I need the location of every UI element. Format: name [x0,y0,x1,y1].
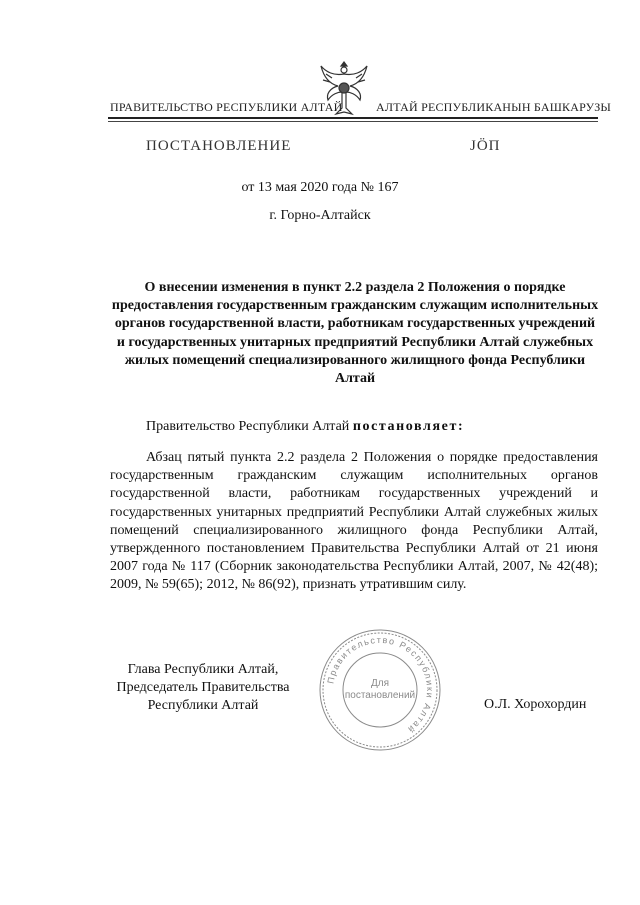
header-org-altai: АЛТАЙ РЕСПУБЛИКАНЫН БАШКАРУЗЫ [376,100,612,114]
stamp-center-text: постановлений [344,690,416,701]
signatory-position-line: Республики Алтай [147,698,259,714]
header-divider [108,117,598,119]
stamp-ring-text: Правительство Республики Алтай [325,634,436,736]
decree-prefix: Правительство Республики Алтай [146,419,350,434]
signatory-position-line: Глава Республики Алтай, [127,662,279,677]
stamp-center-text: Для [370,678,390,689]
document-city: г. Горно-Алтайск [269,208,371,223]
decree-line [146,419,464,435]
document-type: ПОСТАНОВЛЕНИЕ [146,138,292,154]
decree-word: постановляет: [352,419,465,434]
official-stamp [318,628,442,752]
document-title: О внесении изменения в пункт 2.2 раздела 2 Положения о порядке предоставления государственным гражданским служащим исполнительных органов государственной власти, работникам государственных учреждений и государственных унитарных предприятий Республики Алтай служебных жилых помещений специализированного жилищного фонда Республики Алтай [111,280,599,387]
document-type-altai: ЈӦП [470,138,501,154]
signatory-name: О.Л. Хорохордин [484,697,587,712]
document-body: Абзац пятый пункта 2.2 раздела 2 Положения о порядке предоставления государственным гражданским служащим исполнительных органов государственной власти, работникам государственных учреждений и государственных унитарных предприятий Республики Алтай служебных жилых помещений специализированного жилищного фонда Республики Алтай, утвержденного постановлением Правительства Республики Алтай от 21 июня 2007 года № 117 (Сборник законодательства Республики Алтай, 2007, № 42(48); 2009, № 59(65); 2012, № 86(92), признать утратившим силу. [110,450,598,593]
document-date-number: от 13 мая 2020 года № 167 [241,180,399,195]
header-divider-thin [108,121,598,122]
signatory-position [110,661,296,716]
signatory-position-line: Председатель Правительства [116,680,290,696]
header-org-russian: ПРАВИТЕЛЬСТВО РЕСПУБЛИКИ АЛТАЙ [110,100,343,114]
